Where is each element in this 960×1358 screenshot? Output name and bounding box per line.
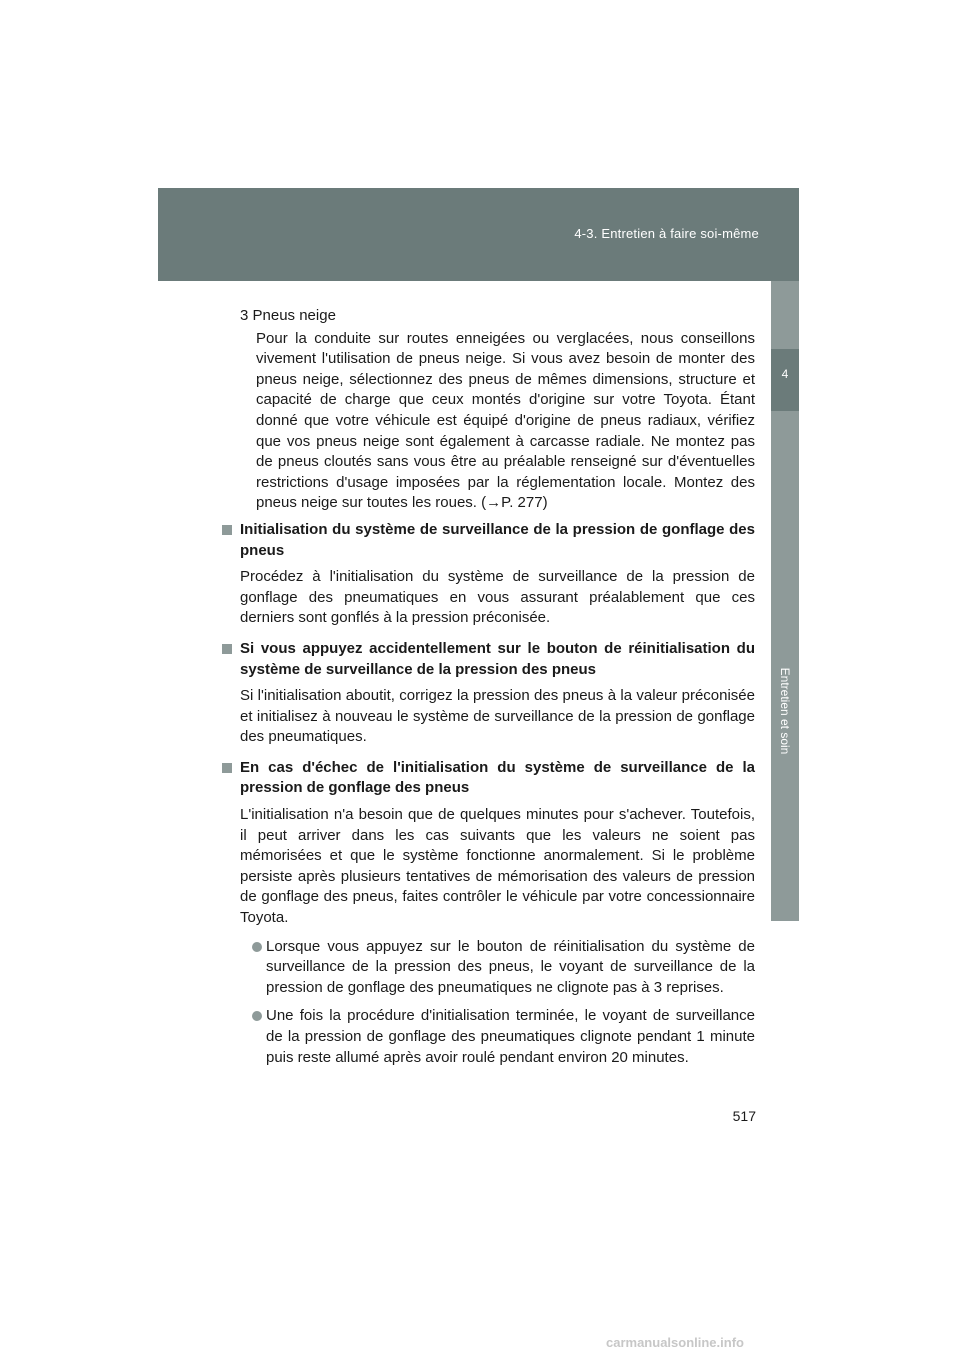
side-tab-chapter-label-box xyxy=(771,411,799,921)
page-number: 517 xyxy=(732,1108,756,1124)
list-item xyxy=(252,1006,755,1068)
page-content xyxy=(222,306,755,1068)
section-title: Si vous appuyez accidentellement sur le bouton de réinitialisation du système de surveillance de la pression des pneus xyxy=(240,639,755,678)
section-body: L'initialisation n'a besoin que de quelques minutes pour s'achever. Toutefois, il peut arriver dans les cas suivants que les valeurs ne soient pas mémorisées et que le système fonctionne anormalement. Si le problème persiste après plusieurs tentatives de mémorisation des valeurs de pression de gonflage des pneus, faites contrôler le véhicule par votre concessionnaire Toyota. xyxy=(240,806,755,927)
section-accidental-reset xyxy=(222,639,755,748)
side-tab-chapter-label: Entretien et soin xyxy=(778,667,792,755)
list-item-text: Une fois la procédure d'initialisation terminée, le voyant de surveillance de la pression de gonflage des pneumatiques clignote pendant 1 minute puis reste allumé après avoir roulé pendant environ 20 minutes. xyxy=(266,1007,755,1066)
section-square-icon xyxy=(222,763,232,773)
section-title: En cas d'échec de l'initialisation du système de surveillance de la pression de gonflage des pneus xyxy=(240,758,755,797)
section-square-icon xyxy=(222,644,232,654)
side-tab-spacer xyxy=(771,281,799,349)
list-item xyxy=(252,937,755,999)
item-body-snow-tires: Pour la conduite sur routes enneigées ou verglacées, nous conseillons vivement l'utilisation de pneus neige. Si vous avez besoin de monter des pneus neige, sélectionnez des pneus de mêmes dimensions, structure et capacité de charge que ceux montés d'origine sur votre Toyota. Étant donné que votre véhicule est équipé d'origine de pneus radiaux, vérifiez que vos pneus neige sont également à carcasse radiale. Ne montez pas de pneus cloutés sans vous être au préalable renseigné sur d'éventuelles restrictions d'usage imposées par la réglementation locale. Montez des pneus neige sur toutes les roues. (→P. 277) xyxy=(256,329,755,512)
bullet-dot-icon xyxy=(252,1011,262,1021)
list-item-text: Lorsque vous appuyez sur le bouton de réinitialisation du système de surveillance de la pression des pneus, le voyant de surveillance de la pression de gonflage des pneumatiques ne clignote pas à 3 reprises. xyxy=(266,937,755,996)
section-initialization xyxy=(222,520,755,629)
section-square-icon xyxy=(222,525,232,535)
section-body: Procédez à l'initialisation du système de surveillance de la pression de gonflage des pneumatiques en vous assurant préalablement que ces derniers sont gonflés à la pression préconisée. xyxy=(240,568,755,627)
chapter-section-title: 4-3. Entretien à faire soi-même xyxy=(574,226,759,241)
section-initialization-failure xyxy=(222,758,755,1068)
item-title-snow-tires: 3 Pneus neige xyxy=(240,307,336,324)
side-tab-chapter-number: 4 xyxy=(771,349,799,411)
section-title: Initialisation du système de surveillance de la pression de gonflage des pneus xyxy=(240,520,755,559)
footer-watermark: carmanualsonline.info xyxy=(606,1335,744,1350)
section-body: Si l'initialisation aboutit, corrigez la pression des pneus à la valeur préconisée et initialisez à nouveau le système de surveillance de la pression de gonflage des pneumatiques. xyxy=(240,687,755,746)
bullet-dot-icon xyxy=(252,942,262,952)
chapter-header-band xyxy=(158,188,799,281)
